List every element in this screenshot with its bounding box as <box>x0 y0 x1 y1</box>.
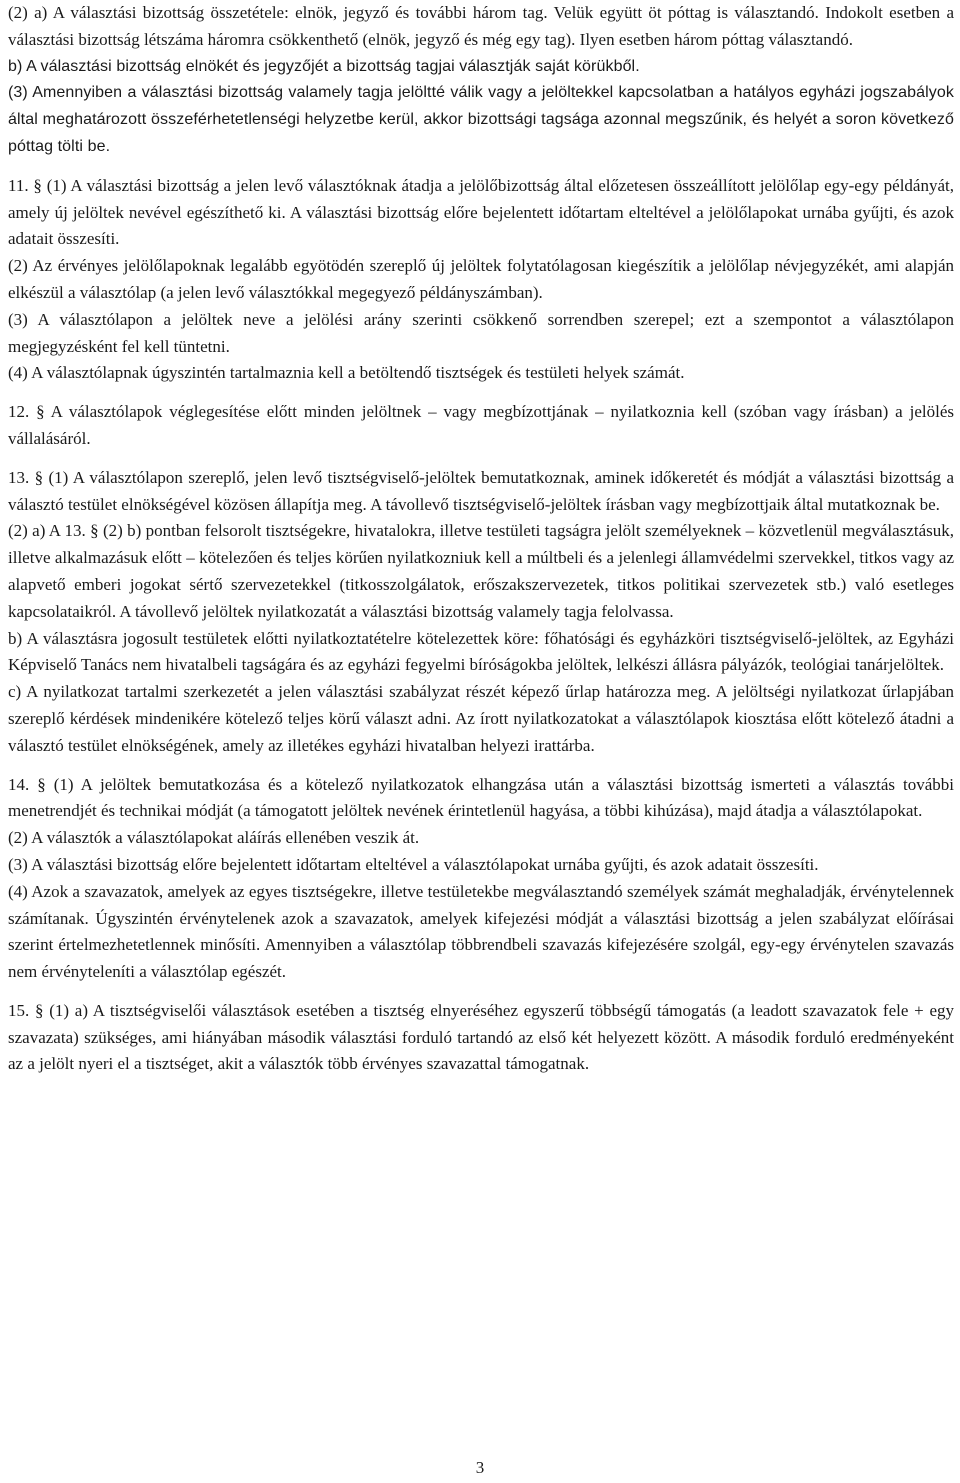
section-11-2: (2) Az érvényes jelölőlapoknak legalább egyötödén szereplő új jelöltek folytatólagosan kiegészítik a jelölőlap névjegyzékét, ami alapján elkészül a választólap (a jelen levő választókkal megegyező példányszámban). <box>8 256 954 302</box>
section-13-2c: c) A nyilatkozat tartalmi szerkezetét a jelen választási szabályzat részét képező űrlap határozza meg. A jelöltségi nyilatkozat űrlapjában szereplő kérdések mindenikére kötelező teljes körű választ adni. Az írott nyilatkozatokat a választólapok kiosztása előtt kötelező átadni a választó testület elnökségének, amely az illetékes egyházi hivatalban helyezi irattárba. <box>8 682 954 755</box>
section-gap <box>8 453 954 465</box>
section-14-3: (3) A választási bizottság előre bejelentett időtartam elteltével a választólapokat urnába gyűjti, és azok adatait összesíti. <box>8 854 819 874</box>
paragraph-2a: (2) a) A választási bizottság összetétele: elnök, jegyző és további három tag. Velük együtt öt póttag is választandó. Indokolt esetben a választási bizottság létszáma háromra csökkenthető (elnök, jegyző és még egy tag). Ilyen esetben három póttag választandó. <box>8 3 954 49</box>
section-12: 12. § A választólapok véglegesítése előtt minden jelöltnek – vagy megbízottjának – nyilatkoznia kell (szóban vagy írásban) a jelölés vállalásáról. <box>8 402 954 448</box>
section-gap <box>8 986 954 998</box>
section-gap <box>8 161 954 173</box>
section-15-1a: 15. § (1) a) A tisztségviselői választások esetében a tisztség elnyeréséhez egyszerű többségű támogatás (a leadott szavazatok fele + egy szavazata) szükséges, ami hiányában második választási forduló tartandó az első két helyezett között. A második forduló eredményeként az a jelölt nyeri el a tisztséget, akit a választók több érvényes szavazattal támogatnak. <box>8 1000 954 1074</box>
paragraph-3: (3) Amennyiben a választási bizottság valamely tagja jelöltté válik vagy a jelöltekkel kapcsolatban a hatályos egyházi jogszabályok által meghatározott összeférhetetlenségi helyzetbe kerül, akkor bizottsági tagsága azonnal megszűnik, és helyét a soron következő póttag tölti be. <box>8 84 954 155</box>
section-14-1: 14. § (1) A jelöltek bemutatkozása és a kötelező nyilatkozatok elhangzása után a választási bizottság ismerteti a választás további menetrendjét és technikai módját (a támogatott jelöltek nevének érintetlenül hagyása, a többi kihúzása), majd átadja a választólapokat. <box>8 774 954 821</box>
section-14-2: (2) A választók a választólapokat aláírás ellenében veszik át. <box>8 828 420 848</box>
section-14-4: (4) Azok a szavazatok, amelyek az egyes tisztségekre, illetve testületekbe megválasztandó személyek számát meghaladják, érvénytelennek számítanak. Úgyszintén érvénytelenek azok a szavazatok, amelyek kifejezési módját a választási bizottság a jelen szabályzat előírásai szerint értelmezhetetlennek minősíti. Amennyiben a választólap többrendbeli szavazás kifejezésére szolgál, egy-egy érvénytelen szavazás nem érvényteleníti a választólap egészét. <box>8 881 954 982</box>
section-11-1: 11. § (1) A választási bizottság a jelen levő választóknak átadja a jelölőbizottság által előzetesen összeállított jelölőlap egy-egy példányát, amely új jelöltek nevével egészíthető ki. A választási bizottság előre bejelentett időtartam elteltével a jelölőlapokat urnába gyűjti, és azok adatait összesíti. <box>8 175 954 249</box>
section-11-4: (4) A választólapnak úgyszintén tartalmaznia kell a betöltendő tisztségek és testületi helyek számát. <box>8 363 685 383</box>
section-gap <box>8 760 954 772</box>
section-11-3: (3) A választólapon a jelöltek neve a jelölési arány szerinti csökkenő sorrendben szerepel; ezt a szempontot a választólapon megjegyzésként fel kell tüntetni. <box>8 309 954 356</box>
document-page <box>8 0 954 1078</box>
section-13-2a: (2) a) A 13. § (2) b) pontban felsorolt tisztségekre, hivatalokra, illetve testületi tagságra jelölt személyeknek – közvetlenül megválasztásuk, illetve alkalmazásuk előtt – kötelezően és teljes körűen nyilatkozniuk kell a múltbeli és a jelenlegi államvédelmi szervekkel, titkos vagy az alapvető emberi jogokat sértő szervezetekkel (titkosszolgálatok, erőszakszervezetek, titkos politikai szervezetek stb.) való esetleges kapcsolataikról. A távollevő jelöltek nyilatkozatát a választási bizottság valamely tagja felolvassa. <box>8 521 954 621</box>
paragraph-2b: b) A választási bizottság elnökét és jegyzőjét a bizottság tagjai választják saját körükből. <box>8 57 640 75</box>
section-gap <box>8 387 954 399</box>
page-number: 3 <box>475 1458 485 1477</box>
section-13-1: 13. § (1) A választólapon szereplő, jelen levő tisztségviselő-jelöltek bemutatkoznak, aminek időkeretét és módját a választási bizottság a választó testület elnökségével közösen állapítja meg. A távollevő tisztségviselő-jelöltek írásban vagy megbízottjaik által mutatkoznak be. <box>8 467 954 514</box>
section-13-2b: b) A választásra jogosult testületek előtti nyilatkoztatételre kötelezettek köre: főhatósági és egyházköri tisztségviselő-jelöltek, az Egyházi Képviselő Tanács nem hivatalbeli tagságára és az egyházi fegyelmi bíróságokba jelöltek, lelkészi állásra pályázók, teológiai tanárjelöltek. <box>8 628 954 675</box>
